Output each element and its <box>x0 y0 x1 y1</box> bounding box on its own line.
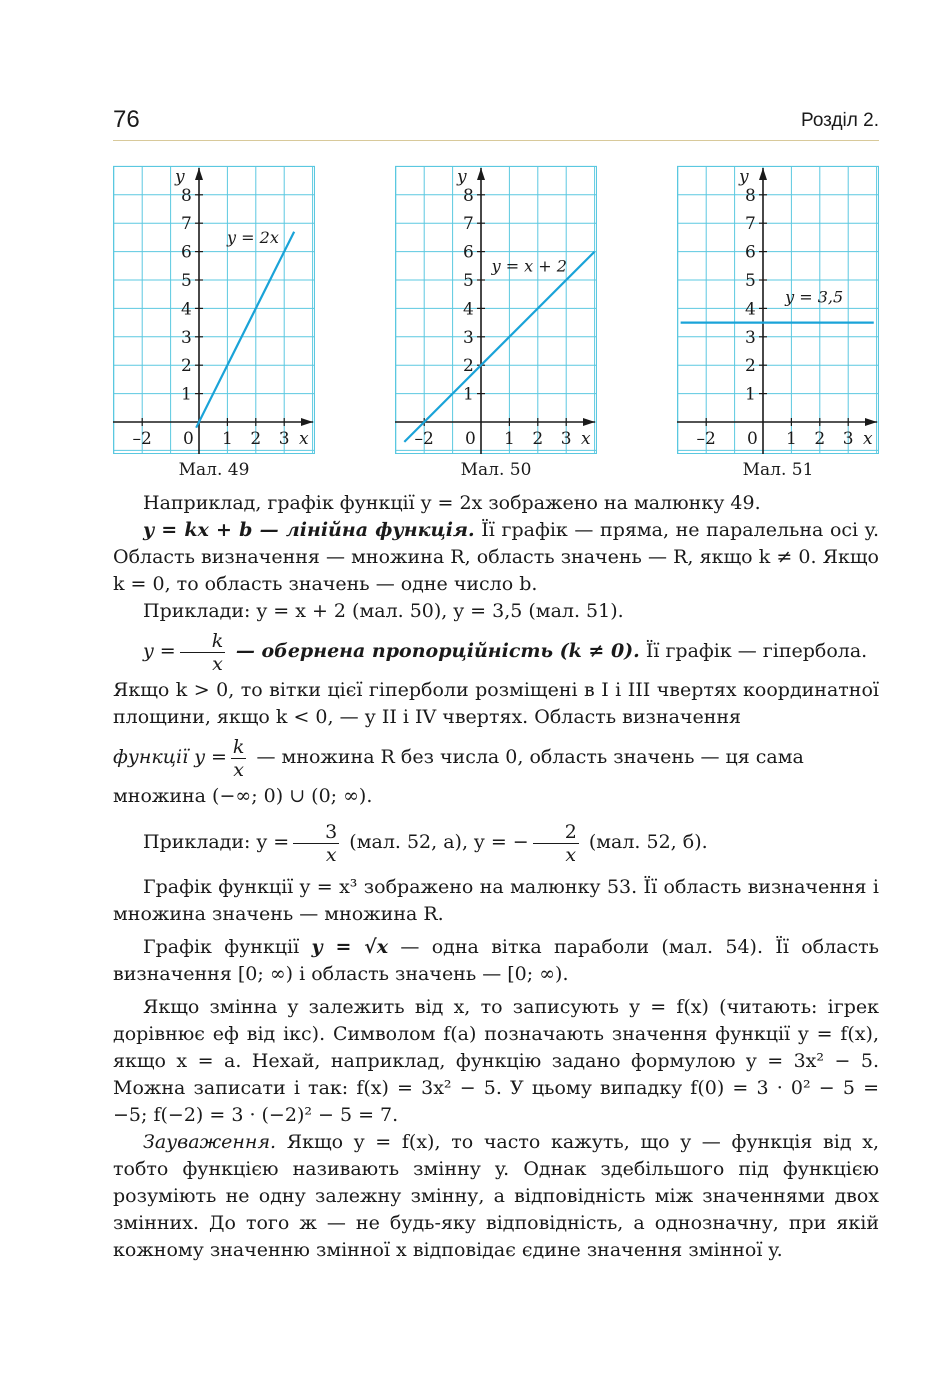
y-axis-label: y <box>739 167 749 187</box>
paragraph-4 <box>113 625 879 677</box>
fraction-k-over-x <box>180 630 226 675</box>
page-number: 76 <box>113 106 140 133</box>
page-header <box>113 104 879 141</box>
fraction-denominator-3: x <box>325 843 337 866</box>
origin-label: 0 <box>747 429 758 449</box>
examples-label: Приклади: y = <box>143 831 290 853</box>
x-axis-arrow-icon <box>865 418 877 426</box>
y-tick-label: 7 <box>463 214 474 235</box>
paragraph-12 <box>113 1129 879 1264</box>
paragraph-2 <box>113 517 879 598</box>
y-tick-label: 4 <box>181 299 192 320</box>
y-tick-label: 4 <box>745 299 756 320</box>
y-axis-label: y <box>457 167 467 187</box>
remark-label: Зауваження. <box>143 1131 277 1153</box>
x-axis-arrow-icon <box>301 418 313 426</box>
y-axis-arrow-icon <box>477 168 485 180</box>
y-tick-label: 3 <box>463 327 474 348</box>
y-tick-label: 1 <box>745 384 756 405</box>
function-label: y = 3,5 <box>785 287 844 307</box>
y-axis-arrow-icon <box>759 168 767 180</box>
section-title: Розділ 2. <box>800 110 879 131</box>
y-tick-label: 5 <box>181 271 192 291</box>
fraction-numerator-3: 3 <box>293 821 339 844</box>
y-tick-label: 6 <box>745 242 756 263</box>
chart-50-svg <box>395 166 597 454</box>
paragraph-12-rest: Якщо y = f(x), то часто кажуть, що y — функція від x, тобто функцією називають змінну y. Однак здебільшого під функцією розуміють не одну залежну змінну, а відповідність між значеннями двох змінних. До того ж — не будь-яку відповідність, а однозначну, при якій кожному значенню змінної x відповідає єдине значення змінної y. <box>113 1131 879 1261</box>
y-tick-label: 6 <box>463 242 474 263</box>
paragraph-10-start: Графік функції <box>143 936 312 958</box>
chart-49 <box>113 166 315 454</box>
fraction-denominator-2: x <box>233 758 245 781</box>
paragraph-9: Графік функції y = x³ зображено на малюнку 53. Її область визначення і множина значень — множина R. <box>113 876 879 925</box>
paragraph-3: Приклади: y = x + 2 (мал. 50), y = 3,5 (мал. 51). <box>143 600 624 622</box>
fraction-numerator: k <box>180 630 226 653</box>
body-text <box>113 490 879 1264</box>
x-axis-label: x <box>299 429 309 449</box>
paragraph-1: Наприклад, графік функції y = 2x зображено на малюнку 49. <box>143 492 761 514</box>
inverse-proportion-definition: — обернена пропорційність (k ≠ 0). <box>229 640 640 662</box>
fraction-numerator-2: k <box>232 735 245 758</box>
paragraph-8 <box>113 816 879 868</box>
x-tick-label: 1 <box>221 429 233 449</box>
fraction-2-over-x <box>533 821 579 866</box>
fraction-denominator: x <box>212 652 223 675</box>
fraction-k-over-x-2 <box>231 736 247 781</box>
x-axis-label: x <box>581 429 591 449</box>
fraction-3-over-x <box>293 821 339 866</box>
y-tick-label: 3 <box>181 327 192 348</box>
function-label: y = 2x <box>227 228 279 248</box>
fraction-denominator-4: x <box>565 843 577 866</box>
x-tick-label: 2 <box>250 429 262 449</box>
x-tick-label: 3 <box>278 429 290 449</box>
x-tick-label: –2 <box>132 429 152 449</box>
paragraph-5: Якщо k > 0, то вітки цієї гіперболи розміщені в I і III чвертях координатної площини, якщо k < 0, — у II і IV чвертях. Область визначення <box>113 679 879 728</box>
formula-y-2: функції y = <box>113 746 227 768</box>
x-tick-label: 3 <box>560 429 572 449</box>
y-tick-label: 8 <box>181 185 192 206</box>
y-tick-label: 2 <box>745 356 756 377</box>
fraction-numerator-4: 2 <box>533 821 579 844</box>
function-line <box>196 232 294 428</box>
x-axis-label: x <box>863 429 873 449</box>
x-tick-label: 1 <box>785 429 797 449</box>
y-tick-label: 8 <box>745 185 756 206</box>
x-tick-label: 2 <box>814 429 826 449</box>
paragraph-7: множина (−∞; 0) ∪ (0; ∞). <box>113 785 373 807</box>
y-tick-label: 6 <box>181 242 192 263</box>
chart-51 <box>677 166 879 454</box>
x-tick-label: –2 <box>696 429 716 449</box>
chart-49-svg <box>113 166 315 454</box>
origin-label: 0 <box>183 429 194 449</box>
chart-50 <box>395 166 597 454</box>
caption-50: Мал. 50 <box>460 460 532 480</box>
caption-49: Мал. 49 <box>178 460 250 480</box>
paragraph-4-rest: Її графік — гіпербола. <box>639 640 868 662</box>
y-tick-label: 3 <box>745 327 756 348</box>
examples-middle: (мал. 52, а), y = − <box>343 831 529 853</box>
y-tick-label: 1 <box>181 384 192 405</box>
origin-label: 0 <box>465 429 476 449</box>
y-tick-label: 7 <box>745 214 756 235</box>
paragraph-11: Якщо змінна y залежить від x, то записують y = f(x) (читають: ігрек дорівнює еф від ікс). Символом f(a) позначають значення функції y = f(x), якщо x = a. Нехай, наприклад, функцію задано формулою y = 3x² − 5. Можна записати і так: f(x) = 3x² − 5. У цьому випадку f(0) = 3 · 0² − 5 = −5; f(−2) = 3 · (−2)² − 5 = 7. <box>113 996 879 1126</box>
x-tick-label: 1 <box>503 429 515 449</box>
linear-function-definition: y = kx + b — лінійна функція. <box>143 519 475 541</box>
paragraph-2-rest: Її графік — пряма, не паралельна осі y. Область визначення — множина R, область значень — R, якщо k ≠ 0. Якщо k = 0, то область значень — одне число b. <box>113 519 880 595</box>
x-tick-label: –2 <box>414 429 434 449</box>
x-axis-arrow-icon <box>583 418 595 426</box>
sqrt-formula: y = √x <box>311 936 389 958</box>
caption-51: Мал. 51 <box>742 460 814 480</box>
chart-51-svg <box>677 166 879 454</box>
y-tick-label: 5 <box>745 271 756 291</box>
paragraph-10 <box>113 934 879 988</box>
y-axis-arrow-icon <box>195 168 203 180</box>
y-tick-label: 7 <box>181 214 192 235</box>
x-tick-label: 2 <box>532 429 544 449</box>
y-axis-label: y <box>175 167 185 187</box>
paragraph-6 <box>113 731 879 783</box>
y-tick-label: 8 <box>463 185 474 206</box>
x-tick-label: 3 <box>842 429 854 449</box>
y-tick-label: 4 <box>463 299 474 320</box>
examples-end: (мал. 52, б). <box>582 831 708 853</box>
y-tick-label: 2 <box>181 356 192 377</box>
paragraph-10-rest: — одна вітка параболи (мал. 54). Її область визначення [0; ∞) і область значень — [0; ∞). <box>113 936 880 985</box>
function-label: y = x + 2 <box>491 256 567 276</box>
y-tick-label: 1 <box>463 384 474 405</box>
paragraph-6-rest: — множина R без числа 0, область значень — ця сама <box>250 746 804 768</box>
y-tick-label: 5 <box>463 271 474 291</box>
formula-y: y = <box>143 640 176 662</box>
y-tick-label: 2 <box>463 356 474 377</box>
